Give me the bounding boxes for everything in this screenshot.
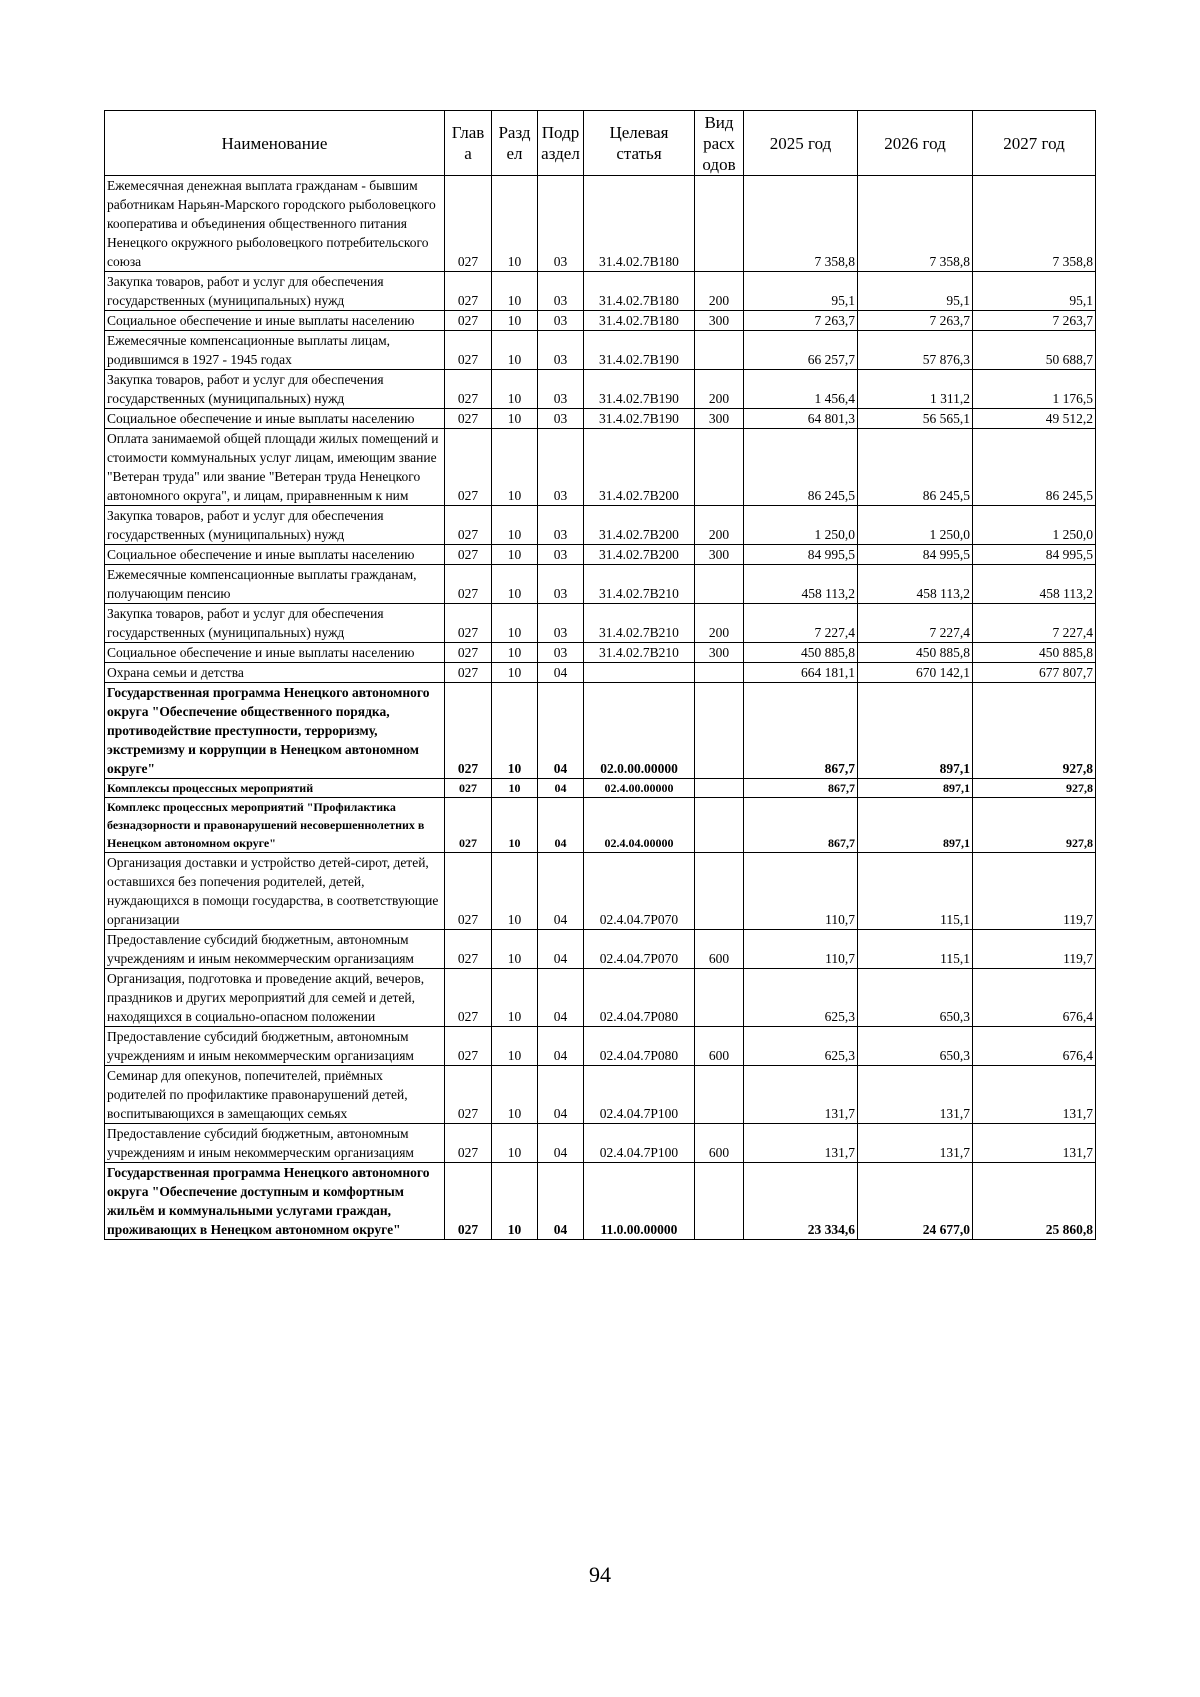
- row-target-article: 02.4.04.7Р080: [584, 969, 695, 1027]
- row-razdel: 10: [492, 311, 538, 331]
- row-glava: 027: [445, 1163, 492, 1240]
- row-razdel: 10: [492, 663, 538, 683]
- row-amount-2025: 131,7: [744, 1124, 858, 1163]
- row-name: Социальное обеспечение и иные выплаты населению: [105, 409, 445, 429]
- row-name: Социальное обеспечение и иные выплаты населению: [105, 545, 445, 565]
- row-glava: 027: [445, 663, 492, 683]
- row-amount-2026: 131,7: [858, 1066, 973, 1124]
- row-expense-type: [695, 779, 744, 798]
- row-amount-2027: 677 807,7: [973, 663, 1096, 683]
- row-name: Предоставление субсидий бюджетным, автономным учреждениям и иным некоммерческим организациям: [105, 1027, 445, 1066]
- row-amount-2027: 131,7: [973, 1066, 1096, 1124]
- row-razdel: 10: [492, 1124, 538, 1163]
- row-target-article: 02.4.04.7Р100: [584, 1066, 695, 1124]
- row-amount-2025: 95,1: [744, 272, 858, 311]
- header-target-article: Целевая статья: [584, 111, 695, 176]
- row-name: Ежемесячная денежная выплата гражданам - бывшим работникам Нарьян-Марского городского рыболовецкого кооператива и объединения общественного питания Ненецкого окружного рыболовецкого потребительского союза: [105, 176, 445, 272]
- row-amount-2027: 458 113,2: [973, 565, 1096, 604]
- row-glava: 027: [445, 969, 492, 1027]
- row-target-article: 02.4.04.7Р070: [584, 930, 695, 969]
- row-target-article: 11.0.00.00000: [584, 1163, 695, 1240]
- row-expense-type: 300: [695, 643, 744, 663]
- table-row: [105, 311, 1096, 331]
- header-podrazdel: Подр аздел: [538, 111, 584, 176]
- row-glava: 027: [445, 176, 492, 272]
- row-razdel: 10: [492, 1066, 538, 1124]
- row-target-article: 02.4.00.00000: [584, 779, 695, 798]
- row-glava: 027: [445, 683, 492, 779]
- table-row: [105, 1124, 1096, 1163]
- row-target-article: 02.4.04.7Р100: [584, 1124, 695, 1163]
- row-amount-2025: 1 456,4: [744, 370, 858, 409]
- row-podrazdel: 03: [538, 176, 584, 272]
- row-podrazdel: 04: [538, 1027, 584, 1066]
- row-amount-2027: 25 860,8: [973, 1163, 1096, 1240]
- row-podrazdel: 03: [538, 370, 584, 409]
- row-amount-2025: 7 263,7: [744, 311, 858, 331]
- table-row: [105, 1027, 1096, 1066]
- row-glava: 027: [445, 1124, 492, 1163]
- row-amount-2025: 625,3: [744, 1027, 858, 1066]
- row-amount-2025: 867,7: [744, 798, 858, 853]
- row-amount-2025: 86 245,5: [744, 429, 858, 506]
- row-podrazdel: 04: [538, 1163, 584, 1240]
- row-razdel: 10: [492, 779, 538, 798]
- row-target-article: 02.4.04.00000: [584, 798, 695, 853]
- row-razdel: 10: [492, 930, 538, 969]
- header-year-2027: 2027 год: [973, 111, 1096, 176]
- row-target-article: 31.4.02.7В200: [584, 506, 695, 545]
- row-razdel: 10: [492, 643, 538, 663]
- row-expense-type: 200: [695, 604, 744, 643]
- row-amount-2026: 131,7: [858, 1124, 973, 1163]
- table-row: [105, 545, 1096, 565]
- row-amount-2026: 1 311,2: [858, 370, 973, 409]
- table-row: [105, 930, 1096, 969]
- row-amount-2027: 119,7: [973, 853, 1096, 930]
- row-razdel: 10: [492, 331, 538, 370]
- row-expense-type: [695, 683, 744, 779]
- row-amount-2027: 84 995,5: [973, 545, 1096, 565]
- row-target-article: 31.4.02.7В200: [584, 545, 695, 565]
- row-podrazdel: 04: [538, 853, 584, 930]
- row-target-article: [584, 663, 695, 683]
- row-target-article: 02.4.04.7Р080: [584, 1027, 695, 1066]
- row-expense-type: [695, 663, 744, 683]
- row-target-article: 31.4.02.7В210: [584, 565, 695, 604]
- row-razdel: 10: [492, 429, 538, 506]
- table-row: [105, 969, 1096, 1027]
- row-amount-2026: 95,1: [858, 272, 973, 311]
- row-podrazdel: 03: [538, 545, 584, 565]
- row-razdel: 10: [492, 272, 538, 311]
- row-target-article: 31.4.02.7В190: [584, 370, 695, 409]
- row-glava: 027: [445, 798, 492, 853]
- row-glava: 027: [445, 370, 492, 409]
- row-amount-2026: 115,1: [858, 930, 973, 969]
- row-expense-type: [695, 798, 744, 853]
- row-name: Государственная программа Ненецкого автономного округа "Обеспечение общественного порядка, противодействие преступности, терроризму, экстремизму и коррупции в Ненецком автономном округе": [105, 683, 445, 779]
- row-amount-2027: 131,7: [973, 1124, 1096, 1163]
- table-row: [105, 604, 1096, 643]
- row-amount-2027: 119,7: [973, 930, 1096, 969]
- row-razdel: 10: [492, 683, 538, 779]
- row-podrazdel: 04: [538, 798, 584, 853]
- row-amount-2025: 64 801,3: [744, 409, 858, 429]
- row-amount-2026: 1 250,0: [858, 506, 973, 545]
- row-razdel: 10: [492, 506, 538, 545]
- row-podrazdel: 03: [538, 565, 584, 604]
- row-name: Закупка товаров, работ и услуг для обеспечения государственных (муниципальных) нужд: [105, 272, 445, 311]
- row-podrazdel: 03: [538, 311, 584, 331]
- row-amount-2027: 50 688,7: [973, 331, 1096, 370]
- row-target-article: 31.4.02.7В190: [584, 331, 695, 370]
- row-target-article: 31.4.02.7В180: [584, 311, 695, 331]
- row-expense-type: 600: [695, 1124, 744, 1163]
- row-podrazdel: 04: [538, 1066, 584, 1124]
- row-amount-2027: 927,8: [973, 798, 1096, 853]
- row-podrazdel: 03: [538, 331, 584, 370]
- table-row: [105, 429, 1096, 506]
- row-name: Закупка товаров, работ и услуг для обеспечения государственных (муниципальных) нужд: [105, 604, 445, 643]
- header-year-2025: 2025 год: [744, 111, 858, 176]
- row-podrazdel: 04: [538, 683, 584, 779]
- row-amount-2026: 84 995,5: [858, 545, 973, 565]
- row-glava: 027: [445, 545, 492, 565]
- row-name: Семинар для опекунов, попечителей, приёмных родителей по профилактике правонарушений детей, воспитывающихся в замещающих семьях: [105, 1066, 445, 1124]
- row-name: Комплексы процессных мероприятий: [105, 779, 445, 798]
- row-amount-2026: 897,1: [858, 779, 973, 798]
- row-amount-2025: 625,3: [744, 969, 858, 1027]
- row-podrazdel: 04: [538, 663, 584, 683]
- row-amount-2027: 86 245,5: [973, 429, 1096, 506]
- row-name: Организация, подготовка и проведение акций, вечеров, праздников и других мероприятий для семей и детей, находящихся в социально-опасном положении: [105, 969, 445, 1027]
- row-glava: 027: [445, 409, 492, 429]
- row-razdel: 10: [492, 853, 538, 930]
- row-amount-2025: 664 181,1: [744, 663, 858, 683]
- row-podrazdel: 04: [538, 969, 584, 1027]
- table-row: [105, 176, 1096, 272]
- row-expense-type: 300: [695, 409, 744, 429]
- row-amount-2025: 450 885,8: [744, 643, 858, 663]
- row-target-article: 31.4.02.7В210: [584, 643, 695, 663]
- row-amount-2026: 57 876,3: [858, 331, 973, 370]
- row-amount-2027: 927,8: [973, 779, 1096, 798]
- row-amount-2025: 867,7: [744, 683, 858, 779]
- row-razdel: 10: [492, 409, 538, 429]
- table-row: [105, 565, 1096, 604]
- row-razdel: 10: [492, 604, 538, 643]
- row-name: Охрана семьи и детства: [105, 663, 445, 683]
- row-target-article: 31.4.02.7В200: [584, 429, 695, 506]
- row-expense-type: 300: [695, 311, 744, 331]
- row-amount-2026: 897,1: [858, 683, 973, 779]
- header-year-2026: 2026 год: [858, 111, 973, 176]
- row-amount-2027: 676,4: [973, 1027, 1096, 1066]
- row-expense-type: 300: [695, 545, 744, 565]
- row-razdel: 10: [492, 1163, 538, 1240]
- row-amount-2026: 650,3: [858, 1027, 973, 1066]
- page-number: 94: [589, 1562, 611, 1587]
- row-name: Оплата занимаемой общей площади жилых помещений и стоимости коммунальных услуг лицам, имеющим звание "Ветеран труда" или звание "Ветеран труда Ненецкого автономного округа", и лицам, приравненным к ним: [105, 429, 445, 506]
- row-razdel: 10: [492, 545, 538, 565]
- row-name: Комплекс процессных мероприятий "Профилактика безнадзорности и правонарушений несовершеннолетних в Ненецком автономном округе": [105, 798, 445, 853]
- row-expense-type: [695, 429, 744, 506]
- row-expense-type: 200: [695, 506, 744, 545]
- row-amount-2027: 49 512,2: [973, 409, 1096, 429]
- row-amount-2026: 115,1: [858, 853, 973, 930]
- row-name: Государственная программа Ненецкого автономного округа "Обеспечение доступным и комфортным жильём и коммунальными услугами граждан, проживающих в Ненецком автономном округе": [105, 1163, 445, 1240]
- table-row: [105, 798, 1096, 853]
- row-expense-type: [695, 176, 744, 272]
- row-podrazdel: 03: [538, 506, 584, 545]
- row-amount-2026: 7 227,4: [858, 604, 973, 643]
- row-amount-2027: 7 358,8: [973, 176, 1096, 272]
- header-glava: Глав а: [445, 111, 492, 176]
- row-glava: 027: [445, 779, 492, 798]
- table-row: [105, 643, 1096, 663]
- row-glava: 027: [445, 1027, 492, 1066]
- row-amount-2027: 7 263,7: [973, 311, 1096, 331]
- row-glava: 027: [445, 930, 492, 969]
- row-expense-type: [695, 1163, 744, 1240]
- row-expense-type: [695, 331, 744, 370]
- row-glava: 027: [445, 853, 492, 930]
- row-glava: 027: [445, 506, 492, 545]
- row-amount-2025: 110,7: [744, 853, 858, 930]
- row-amount-2026: 650,3: [858, 969, 973, 1027]
- table-header-row: [105, 111, 1096, 176]
- row-glava: 027: [445, 604, 492, 643]
- header-razdel: Разд ел: [492, 111, 538, 176]
- row-amount-2027: 450 885,8: [973, 643, 1096, 663]
- table-row: [105, 409, 1096, 429]
- header-expense-type: Вид расх одов: [695, 111, 744, 176]
- budget-table: [104, 110, 1096, 1240]
- row-target-article: 31.4.02.7В180: [584, 176, 695, 272]
- table-row: [105, 663, 1096, 683]
- row-amount-2026: 458 113,2: [858, 565, 973, 604]
- row-glava: 027: [445, 331, 492, 370]
- row-amount-2026: 670 142,1: [858, 663, 973, 683]
- row-amount-2026: 7 358,8: [858, 176, 973, 272]
- row-expense-type: 600: [695, 930, 744, 969]
- row-amount-2027: 7 227,4: [973, 604, 1096, 643]
- row-name: Социальное обеспечение и иные выплаты населению: [105, 311, 445, 331]
- row-amount-2025: 7 358,8: [744, 176, 858, 272]
- row-target-article: 31.4.02.7В210: [584, 604, 695, 643]
- table-row: [105, 331, 1096, 370]
- row-podrazdel: 04: [538, 1124, 584, 1163]
- row-name: Закупка товаров, работ и услуг для обеспечения государственных (муниципальных) нужд: [105, 370, 445, 409]
- row-amount-2025: 66 257,7: [744, 331, 858, 370]
- row-name: Социальное обеспечение и иные выплаты населению: [105, 643, 445, 663]
- row-expense-type: 600: [695, 1027, 744, 1066]
- row-target-article: 02.4.04.7Р070: [584, 853, 695, 930]
- row-name: Закупка товаров, работ и услуг для обеспечения государственных (муниципальных) нужд: [105, 506, 445, 545]
- row-amount-2025: 23 334,6: [744, 1163, 858, 1240]
- row-expense-type: [695, 853, 744, 930]
- row-amount-2027: 676,4: [973, 969, 1096, 1027]
- row-amount-2026: 897,1: [858, 798, 973, 853]
- row-amount-2025: 110,7: [744, 930, 858, 969]
- row-name: Ежемесячные компенсационные выплаты гражданам, получающим пенсию: [105, 565, 445, 604]
- row-podrazdel: 03: [538, 409, 584, 429]
- row-target-article: 31.4.02.7В180: [584, 272, 695, 311]
- row-amount-2025: 7 227,4: [744, 604, 858, 643]
- row-glava: 027: [445, 565, 492, 604]
- table-row: [105, 506, 1096, 545]
- table-row: [105, 779, 1096, 798]
- row-name: Предоставление субсидий бюджетным, автономным учреждениям и иным некоммерческим организациям: [105, 1124, 445, 1163]
- table-row: [105, 1066, 1096, 1124]
- row-glava: 027: [445, 272, 492, 311]
- row-amount-2027: 1 176,5: [973, 370, 1096, 409]
- table-row: [105, 272, 1096, 311]
- row-amount-2026: 7 263,7: [858, 311, 973, 331]
- row-amount-2027: 927,8: [973, 683, 1096, 779]
- row-razdel: 10: [492, 969, 538, 1027]
- row-glava: 027: [445, 643, 492, 663]
- row-razdel: 10: [492, 176, 538, 272]
- row-glava: 027: [445, 311, 492, 331]
- row-amount-2025: 458 113,2: [744, 565, 858, 604]
- row-target-article: 02.0.00.00000: [584, 683, 695, 779]
- row-amount-2025: 1 250,0: [744, 506, 858, 545]
- row-amount-2026: 86 245,5: [858, 429, 973, 506]
- row-name: Организация доставки и устройство детей-сирот, детей, оставшихся без попечения родителей, детей, нуждающихся в помощи государства, в соответствующие организации: [105, 853, 445, 930]
- row-amount-2025: 867,7: [744, 779, 858, 798]
- table-row: [105, 370, 1096, 409]
- row-podrazdel: 03: [538, 604, 584, 643]
- row-podrazdel: 03: [538, 429, 584, 506]
- row-expense-type: 200: [695, 272, 744, 311]
- row-glava: 027: [445, 429, 492, 506]
- row-amount-2026: 450 885,8: [858, 643, 973, 663]
- row-razdel: 10: [492, 565, 538, 604]
- table-row: [105, 1163, 1096, 1240]
- table-row: [105, 853, 1096, 930]
- row-podrazdel: 04: [538, 930, 584, 969]
- row-podrazdel: 03: [538, 643, 584, 663]
- row-expense-type: 200: [695, 370, 744, 409]
- row-name: Ежемесячные компенсационные выплаты лицам, родившимся в 1927 - 1945 годах: [105, 331, 445, 370]
- row-target-article: 31.4.02.7В190: [584, 409, 695, 429]
- table-body: [105, 176, 1096, 1240]
- row-razdel: 10: [492, 370, 538, 409]
- row-amount-2025: 131,7: [744, 1066, 858, 1124]
- row-razdel: 10: [492, 798, 538, 853]
- row-expense-type: [695, 969, 744, 1027]
- row-amount-2025: 84 995,5: [744, 545, 858, 565]
- row-amount-2026: 24 677,0: [858, 1163, 973, 1240]
- row-amount-2027: 95,1: [973, 272, 1096, 311]
- row-podrazdel: 04: [538, 779, 584, 798]
- row-expense-type: [695, 1066, 744, 1124]
- row-expense-type: [695, 565, 744, 604]
- header-name: Наименование: [105, 111, 445, 176]
- table-row: [105, 683, 1096, 779]
- row-amount-2026: 56 565,1: [858, 409, 973, 429]
- row-podrazdel: 03: [538, 272, 584, 311]
- row-razdel: 10: [492, 1027, 538, 1066]
- row-amount-2027: 1 250,0: [973, 506, 1096, 545]
- row-name: Предоставление субсидий бюджетным, автономным учреждениям и иным некоммерческим организациям: [105, 930, 445, 969]
- row-glava: 027: [445, 1066, 492, 1124]
